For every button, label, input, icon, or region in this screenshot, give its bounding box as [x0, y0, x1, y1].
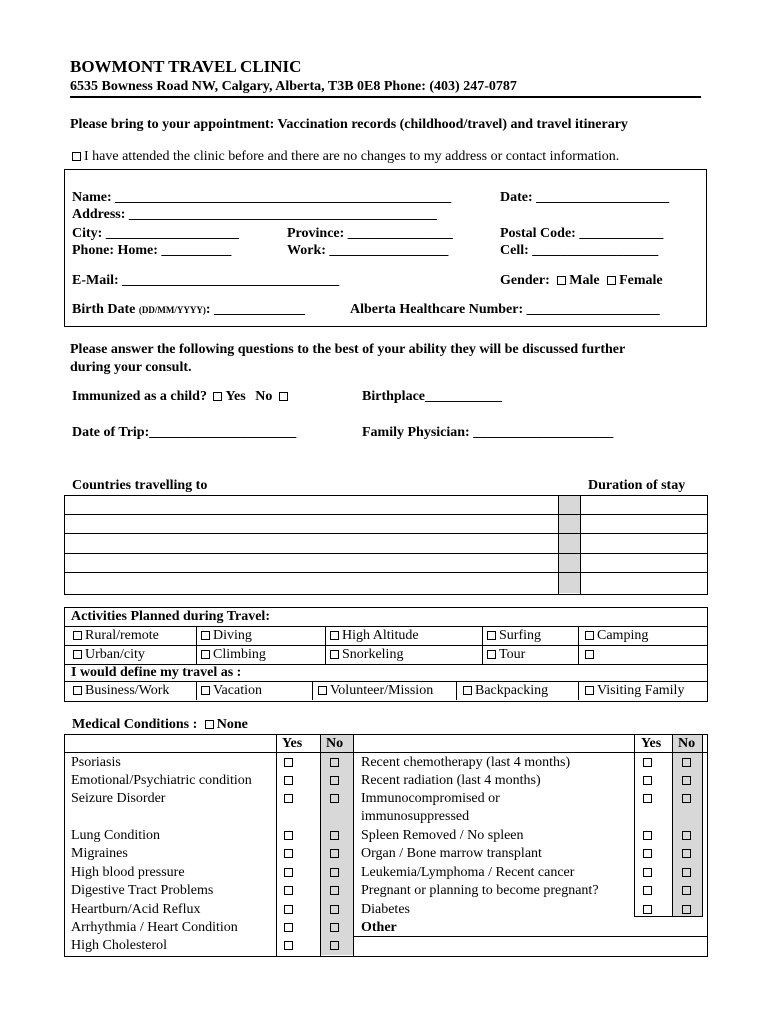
travel-vacation[interactable]: Vacation: [201, 683, 262, 699]
male-checkbox[interactable]: [557, 276, 566, 285]
female-checkbox[interactable]: [607, 276, 616, 285]
birth-date-line: : _____________: [205, 302, 306, 317]
country-input-4[interactable]: [66, 555, 556, 571]
chemotherapy-yes-checkbox[interactable]: [643, 758, 652, 767]
travel-business-work[interactable]: Business/Work: [73, 683, 169, 699]
clinic-address: 6535 Bowness Road NW, Calgary, Alberta, T3B 0E8 Phone: (403) 247-0787: [70, 79, 517, 94]
arrhythmia-no-checkbox[interactable]: [330, 923, 339, 932]
birth-date-label: Birth Date: [72, 302, 136, 317]
city-field[interactable]: City: ___________________: [72, 226, 239, 241]
activity-snorkeling[interactable]: Snorkeling: [330, 647, 403, 663]
country-input-3[interactable]: [66, 535, 556, 551]
medical-none-label: None: [216, 717, 248, 732]
birth-date-format: (DD/MM/YYYY): [138, 305, 206, 315]
clinic-name: BOWMONT TRAVEL CLINIC: [70, 57, 302, 76]
birthplace-field[interactable]: Birthplace___________: [362, 389, 502, 404]
pregnant-yes-checkbox[interactable]: [643, 886, 652, 895]
spleen-no-checkbox[interactable]: [682, 831, 691, 840]
checkbox[interactable]: [73, 650, 82, 659]
condition-recent-chemotherapy: Recent chemotherapy (last 4 months): [361, 755, 571, 770]
condition-pregnant: Pregnant or planning to become pregnant?: [361, 883, 599, 898]
condition-emotional-psychiatric: Emotional/Psychiatric condition: [71, 773, 252, 788]
migraines-no-checkbox[interactable]: [330, 849, 339, 858]
date-field[interactable]: Date: ___________________: [500, 190, 670, 205]
heartburn-no-checkbox[interactable]: [330, 905, 339, 914]
condition-arrhythmia-heart: Arrhythmia / Heart Condition: [71, 920, 238, 935]
digestive-no-checkbox[interactable]: [330, 886, 339, 895]
condition-high-blood-pressure: High blood pressure: [71, 865, 185, 880]
checkbox[interactable]: [201, 686, 210, 695]
checkbox[interactable]: [585, 631, 594, 640]
psoriasis-yes-checkbox[interactable]: [284, 758, 293, 767]
condition-immunosuppressed: immunosuppressed: [361, 809, 470, 824]
country-input-5[interactable]: [66, 574, 556, 591]
emotional-yes-checkbox[interactable]: [284, 776, 293, 785]
digestive-yes-checkbox[interactable]: [284, 886, 293, 895]
psoriasis-no-checkbox[interactable]: [330, 758, 339, 767]
condition-other-label: Other: [361, 920, 397, 935]
diabetes-yes-checkbox[interactable]: [643, 905, 652, 914]
medical-heading: Medical Conditions :: [72, 717, 198, 732]
lung-yes-checkbox[interactable]: [284, 831, 293, 840]
transplant-no-checkbox[interactable]: [682, 849, 691, 858]
immunocompromised-yes-checkbox[interactable]: [643, 794, 652, 803]
duration-input-2[interactable]: [582, 516, 704, 532]
checkbox[interactable]: [201, 631, 210, 640]
cholesterol-no-checkbox[interactable]: [330, 941, 339, 950]
condition-transplant: Organ / Bone marrow transplant: [361, 846, 542, 861]
travel-visiting-family[interactable]: Visiting Family: [585, 683, 684, 699]
email-field[interactable]: E-Mail: _______________________________: [72, 273, 340, 288]
seizure-no-checkbox[interactable]: [330, 794, 339, 803]
bring-note: Please bring to your appointment: Vaccination records (childhood/travel) and travel itinerary: [70, 117, 628, 132]
activity-diving[interactable]: Diving: [201, 628, 252, 644]
checkbox[interactable]: [201, 650, 210, 659]
migraines-yes-checkbox[interactable]: [284, 849, 293, 858]
travel-volunteer-mission[interactable]: Volunteer/Mission: [318, 683, 433, 699]
left-yes-header: Yes: [282, 736, 303, 751]
attended-label: I have attended the clinic before and there are no changes to my address or contact information.: [84, 149, 620, 164]
checkbox[interactable]: [585, 686, 594, 695]
country-input-2[interactable]: [66, 516, 556, 532]
healthcare-number-field[interactable]: Alberta Healthcare Number: ___________________: [350, 302, 660, 317]
male-label: Male: [569, 273, 600, 288]
condition-digestive-tract: Digestive Tract Problems: [71, 883, 214, 898]
immunized-yes-checkbox[interactable]: [213, 392, 222, 401]
questions-intro-line2: during your consult.: [70, 360, 192, 375]
radiation-yes-checkbox[interactable]: [643, 776, 652, 785]
address-field[interactable]: Address: ____________________________________________: [72, 207, 437, 222]
pregnant-no-checkbox[interactable]: [682, 886, 691, 895]
gender-row: [500, 273, 663, 289]
gender-label: Gender:: [500, 273, 550, 288]
activity-other[interactable]: [585, 647, 597, 663]
immunized-label: Immunized as a child?: [72, 389, 207, 404]
province-field[interactable]: Province: _______________: [287, 226, 453, 241]
cell-phone-field[interactable]: Cell: __________________: [500, 243, 659, 258]
emotional-no-checkbox[interactable]: [330, 776, 339, 785]
seizure-yes-checkbox[interactable]: [284, 794, 293, 803]
condition-immunocompromised: Immunocompromised or: [361, 791, 500, 806]
checkbox[interactable]: [73, 686, 82, 695]
attended-row[interactable]: [72, 149, 619, 165]
condition-spleen-removed: Spleen Removed / No spleen: [361, 828, 524, 843]
other-condition-input[interactable]: [356, 938, 704, 954]
countries-heading: Countries travelling to: [72, 478, 208, 493]
medical-heading-row: [72, 717, 248, 733]
left-no-header: No: [326, 736, 344, 751]
immunocompromised-no-checkbox[interactable]: [682, 794, 691, 803]
duration-input-3[interactable]: [582, 535, 704, 551]
travel-type-heading: I would define my travel as :: [71, 665, 242, 680]
country-input-1[interactable]: [66, 497, 556, 513]
spleen-yes-checkbox[interactable]: [643, 831, 652, 840]
right-yes-header: Yes: [641, 736, 662, 751]
travel-backpacking[interactable]: Backpacking: [463, 683, 548, 699]
right-no-header: No: [678, 736, 696, 751]
duration-input-4[interactable]: [582, 555, 704, 571]
activity-urban-city[interactable]: Urban/city: [73, 647, 145, 663]
female-label: Female: [619, 273, 663, 288]
postal-code-field[interactable]: Postal Code: ____________: [500, 226, 664, 241]
transplant-yes-checkbox[interactable]: [643, 849, 652, 858]
chemotherapy-no-checkbox[interactable]: [682, 758, 691, 767]
immunized-no-checkbox[interactable]: [279, 392, 288, 401]
lung-no-checkbox[interactable]: [330, 831, 339, 840]
condition-leukemia-lymphoma: Leukemia/Lymphoma / Recent cancer: [361, 865, 575, 880]
condition-high-cholesterol: High Cholesterol: [71, 938, 168, 953]
duration-heading: Duration of stay: [588, 478, 686, 493]
activities-heading: Activities Planned during Travel:: [71, 609, 270, 624]
home-phone-field[interactable]: Phone: Home: __________: [72, 243, 232, 258]
checkbox[interactable]: [585, 650, 594, 659]
checkbox[interactable]: [487, 631, 496, 640]
blood-pressure-no-checkbox[interactable]: [330, 868, 339, 877]
blood-pressure-yes-checkbox[interactable]: [284, 868, 293, 877]
attended-checkbox[interactable]: [72, 152, 81, 161]
condition-migraines: Migraines: [71, 846, 128, 861]
condition-heartburn-acid-reflux: Heartburn/Acid Reflux: [71, 902, 201, 917]
trip-date-field[interactable]: Date of Trip:_____________________: [72, 425, 297, 440]
name-field[interactable]: Name: ________________________________________________: [72, 190, 452, 205]
checkbox[interactable]: [73, 631, 82, 640]
birth-date-field[interactable]: [72, 302, 305, 318]
condition-seizure-disorder: Seizure Disorder: [71, 791, 166, 806]
questions-intro-line1: Please answer the following questions to the best of your ability they will be discussed further: [70, 342, 626, 357]
duration-input-1[interactable]: [582, 497, 704, 513]
checkbox[interactable]: [463, 686, 472, 695]
condition-recent-radiation: Recent radiation (last 4 months): [361, 773, 541, 788]
activity-rural-remote[interactable]: Rural/remote: [73, 628, 159, 644]
activity-climbing[interactable]: Climbing: [201, 647, 266, 663]
activity-camping[interactable]: Camping: [585, 628, 648, 644]
checkbox[interactable]: [330, 631, 339, 640]
condition-diabetes: Diabetes: [361, 902, 410, 917]
duration-input-5[interactable]: [582, 574, 704, 591]
diabetes-no-checkbox[interactable]: [682, 905, 691, 914]
radiation-no-checkbox[interactable]: [682, 776, 691, 785]
heartburn-yes-checkbox[interactable]: [284, 905, 293, 914]
checkbox[interactable]: [318, 686, 327, 695]
work-phone-field[interactable]: Work: _________________: [287, 243, 449, 258]
checkbox[interactable]: [330, 650, 339, 659]
cholesterol-yes-checkbox[interactable]: [284, 941, 293, 950]
checkbox[interactable]: [487, 650, 496, 659]
immunized-row: [72, 389, 291, 405]
immunized-no-label: No: [255, 389, 273, 404]
leukemia-no-checkbox[interactable]: [682, 868, 691, 877]
activity-surfing[interactable]: Surfing: [487, 628, 541, 644]
family-physician-field[interactable]: Family Physician: ____________________: [362, 425, 614, 440]
arrhythmia-yes-checkbox[interactable]: [284, 923, 293, 932]
condition-lung: Lung Condition: [71, 828, 161, 843]
immunized-yes-label: Yes: [225, 389, 246, 404]
header-rule: [70, 96, 701, 98]
condition-psoriasis: Psoriasis: [71, 755, 121, 770]
leukemia-yes-checkbox[interactable]: [643, 868, 652, 877]
activity-high-altitude[interactable]: High Altitude: [330, 628, 419, 644]
activity-tour[interactable]: Tour: [487, 647, 525, 663]
medical-none-checkbox[interactable]: [205, 720, 214, 729]
